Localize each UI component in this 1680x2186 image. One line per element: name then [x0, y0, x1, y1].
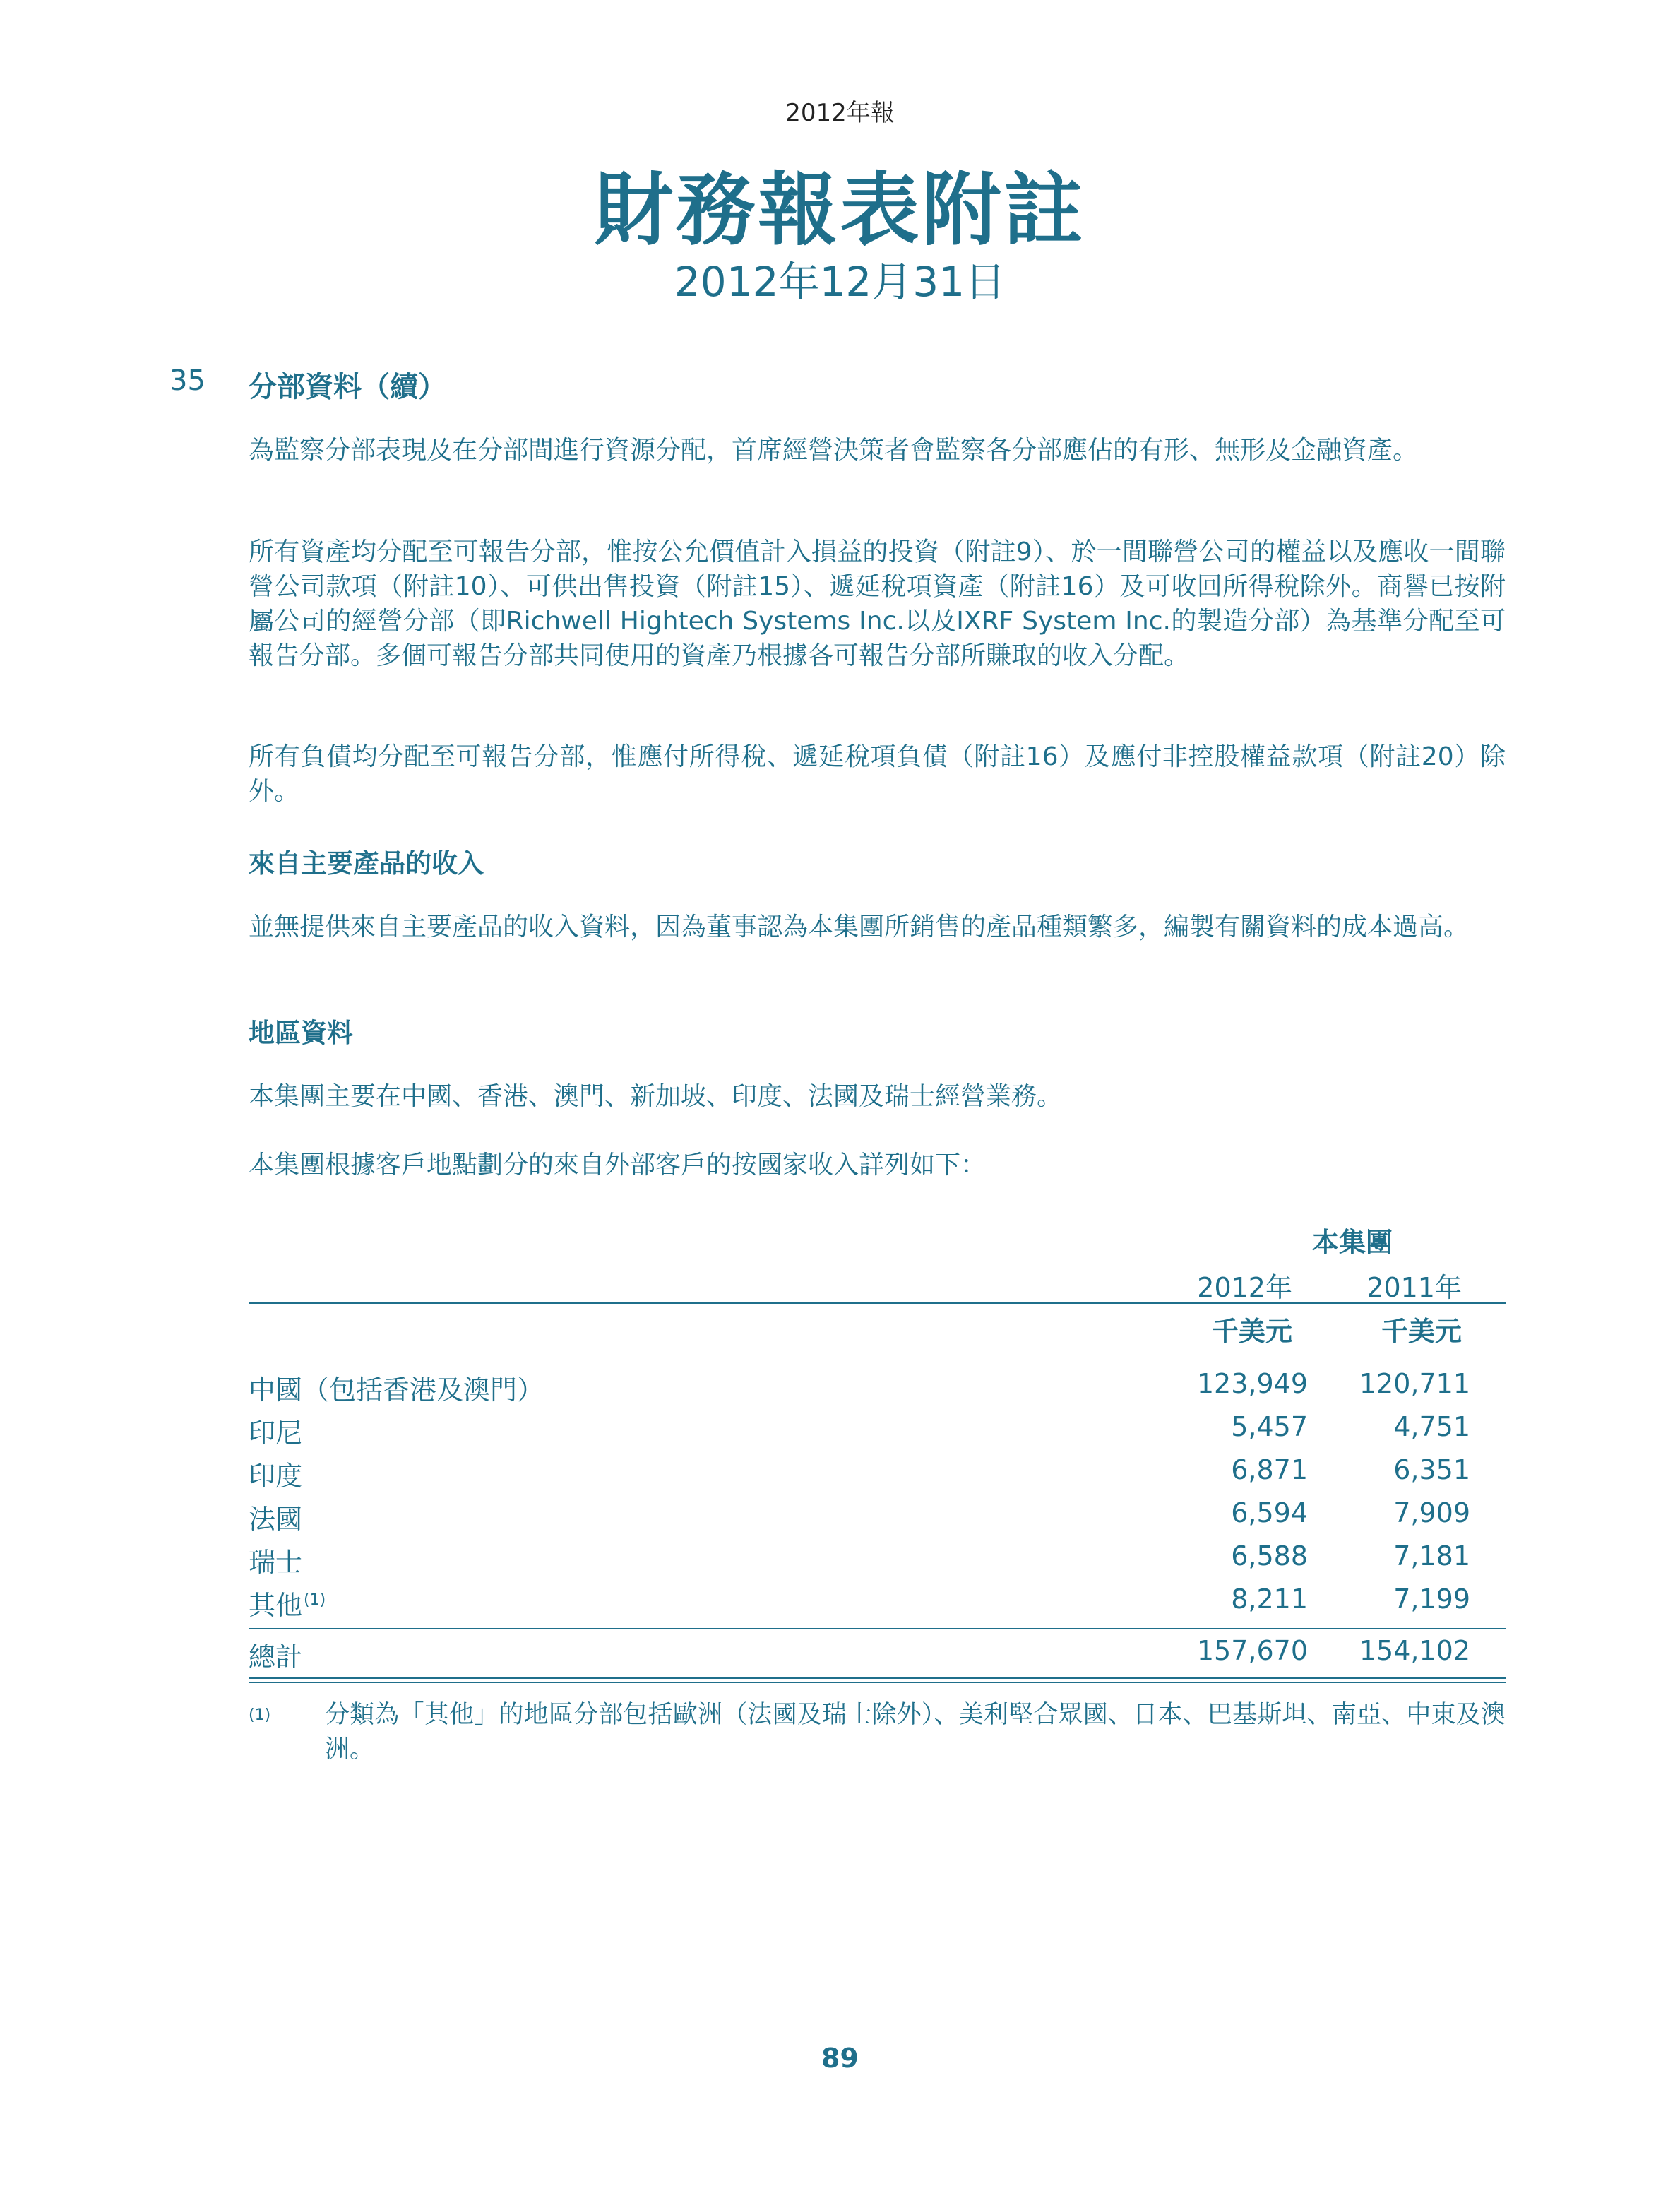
- table-total-row: [249, 1635, 1506, 1676]
- table-group-header: 本集團: [1311, 1227, 1393, 1258]
- paragraph-liabilities: 所有負債均分配至可報告分部，惟應付所得稅、遞延稅項負債（附註16）及應付非控股權益款項（附註20）除外。: [249, 742, 1506, 806]
- paragraph-operations: 本集團主要在中國、香港、澳門、新加坡、印度、法國及瑞士經營業務。: [249, 1082, 1063, 1111]
- paragraph-product-revenue: 並無提供來自主要產品的收入資料，因為董事認為本集團所銷售的產品種類繁多，編製有關資料的成本過高。: [249, 913, 1470, 941]
- section-number: 35: [169, 364, 205, 397]
- subheading-product-revenue: 來自主要產品的收入: [249, 848, 484, 879]
- table-row: [249, 1411, 1506, 1454]
- paragraph-assets: 所有資產均分配至可報告分部，惟按公允價值計入損益的投資（附註9）、於一間聯營公司的權益以及應收一間聯營公司款項（附註10）、可供出售投資（附註15）、遞延稅項資產（附註16）及可收回所得稅除外。商譽已按附屬公司的經營分部（即Richwell Hightech Systems Inc.以及IXRF System Inc.的製造分部）為基準分配至可報告分部。多個可報告分部共同使用的資產乃根據各可報告分部所賺取的收入分配。: [249, 537, 1506, 670]
- footnote-reference: (1): [304, 1591, 326, 1609]
- row-value-2011: 6,351: [1393, 1454, 1470, 1485]
- table-total-rule-bottom-2: [249, 1682, 1506, 1683]
- row-label: 印尼: [249, 1418, 303, 1449]
- page-date: 2012年12月31日: [674, 258, 1006, 306]
- footnote-text: 分類為「其他」的地區分部包括歐洲（法國及瑞士除外）、美利堅合眾國、日本、巴基斯坦、南亞、中東及澳洲。: [325, 1701, 1506, 1764]
- page-number: 89: [821, 2043, 859, 2074]
- row-value-2012: 5,457: [1231, 1411, 1308, 1442]
- column-header-2011: 2011年: [1366, 1272, 1462, 1303]
- row-label: [249, 1584, 326, 1622]
- table-row: [249, 1368, 1506, 1411]
- row-value-2011: 7,909: [1393, 1497, 1470, 1528]
- total-value-2011: 154,102: [1359, 1635, 1470, 1666]
- table-row: [249, 1454, 1506, 1497]
- row-value-2011: 120,711: [1359, 1368, 1470, 1399]
- revenue-table-body: [249, 1368, 1506, 1627]
- subheading-geographic: 地區資料: [249, 1018, 353, 1048]
- unit-header-2011: 千美元: [1381, 1316, 1462, 1347]
- total-value-2012: 157,670: [1196, 1635, 1308, 1666]
- report-year: 2012年報: [785, 99, 895, 127]
- table-row: [249, 1540, 1506, 1584]
- row-value-2012: 6,594: [1231, 1497, 1308, 1528]
- row-value-2011: 7,199: [1393, 1584, 1470, 1615]
- paragraph-monitoring: 為監察分部表現及在分部間進行資源分配，首席經營決策者會監察各分部應佔的有形、無形及金融資產。: [249, 436, 1419, 465]
- row-label: 法國: [249, 1504, 303, 1535]
- row-value-2011: 4,751: [1393, 1411, 1470, 1442]
- row-value-2012: 123,949: [1196, 1368, 1308, 1399]
- section-title: 分部資料（續）: [249, 371, 446, 403]
- footnote-mark: (1): [249, 1706, 271, 1724]
- paragraph-revenue-intro: 本集團根據客戶地點劃分的來自外部客戶的按國家收入詳列如下：: [249, 1151, 987, 1180]
- unit-header-2012: 千美元: [1211, 1316, 1292, 1347]
- total-label: 總計: [249, 1641, 303, 1673]
- page-title: 財務報表附註: [594, 165, 1086, 256]
- column-header-2012: 2012年: [1197, 1272, 1292, 1303]
- table-row: [249, 1584, 1506, 1627]
- row-value-2012: 8,211: [1231, 1584, 1308, 1615]
- table-total-rule-top: [249, 1628, 1506, 1629]
- row-label: 印度: [249, 1461, 303, 1492]
- row-value-2012: 6,588: [1231, 1540, 1308, 1572]
- row-value-2012: 6,871: [1231, 1454, 1308, 1485]
- row-label: 瑞士: [249, 1547, 303, 1578]
- row-label-text: 其他: [249, 1590, 303, 1621]
- row-value-2011: 7,181: [1393, 1540, 1470, 1572]
- row-label: 中國（包括香港及澳門）: [249, 1374, 544, 1406]
- table-total-rule-bottom-1: [249, 1677, 1506, 1679]
- table-row: [249, 1497, 1506, 1540]
- table-header-rule: [249, 1302, 1506, 1304]
